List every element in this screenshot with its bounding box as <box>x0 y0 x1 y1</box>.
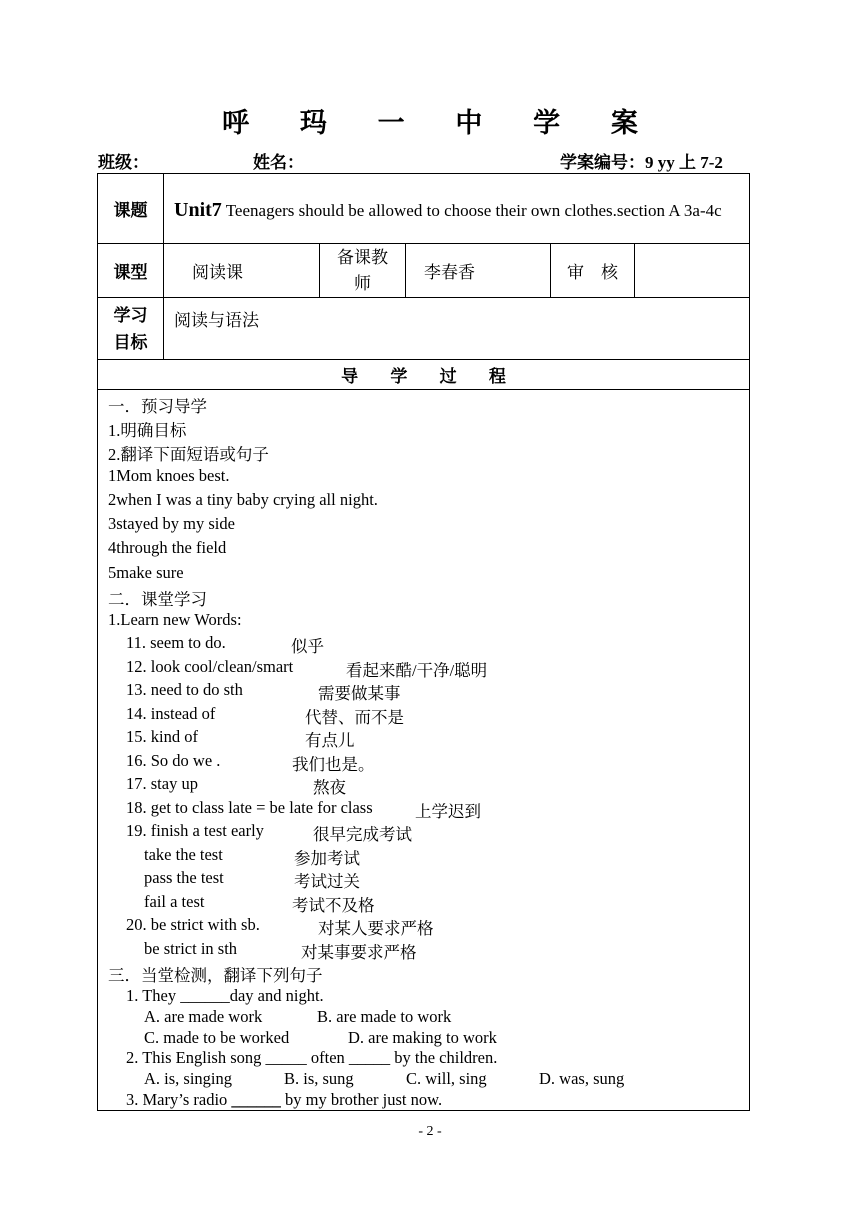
process-heading: 导 学 过 程 <box>98 360 750 390</box>
word-zh: 上学迟到 <box>415 802 481 821</box>
unit-label: Unit7 <box>174 199 222 221</box>
review-value <box>635 244 750 298</box>
phrase-3: 3stayed by my side <box>108 514 235 533</box>
phrase-4: 4through the field <box>108 538 227 557</box>
word-en: take the test <box>144 845 223 864</box>
teacher-value: 李春香 <box>406 244 551 298</box>
lesson-table <box>97 173 750 1111</box>
phrase-1: 1Mom knoes best. <box>108 466 230 485</box>
question-1: 1. They ______day and night. <box>126 986 324 1005</box>
topic-label: 课题 <box>98 174 164 244</box>
q1-option-d: D. are making to work <box>348 1028 497 1047</box>
word-zh: 对某事要求严格 <box>301 943 417 962</box>
type-label: 课型 <box>98 244 164 298</box>
q2-option-b: B. is, sung <box>284 1069 354 1088</box>
word-en: 18. get to class late = be late for class <box>126 798 373 817</box>
section1-title: 一．预习导学 <box>108 397 207 416</box>
word-en: fail a test <box>144 892 205 911</box>
section3-title: 三．当堂检测，翻译下列句子 <box>108 966 323 985</box>
word-zh: 参加考试 <box>294 849 360 868</box>
word-en: pass the test <box>144 868 224 887</box>
word-en: 20. be strict with sb. <box>126 915 260 934</box>
word-zh: 考试不及格 <box>292 896 375 915</box>
phrase-2: 2when I was a tiny baby crying all night. <box>108 490 378 509</box>
class-label: 班级： <box>98 153 149 172</box>
word-zh: 我们也是。 <box>292 755 375 774</box>
review-label: 审 核 <box>551 244 635 298</box>
word-zh: 代替、而不是 <box>305 708 404 727</box>
info-line <box>98 148 748 172</box>
section2-title: 二．课堂学习 <box>108 590 207 609</box>
word-en: 11. seem to do. <box>126 633 226 652</box>
page-title: 呼 玛 一 中 学 案 <box>222 108 660 138</box>
question-2: 2. This English song _____ often _____ by the children. <box>126 1048 498 1067</box>
word-zh: 熬夜 <box>313 778 346 797</box>
word-zh: 对某人要求严格 <box>318 919 434 938</box>
word-zh: 考试过关 <box>294 872 360 891</box>
goal-label: 学习目标 <box>98 298 164 360</box>
word-en: 16. So do we . <box>126 751 221 770</box>
word-en: 19. finish a test early <box>126 821 264 840</box>
word-zh: 似乎 <box>291 637 324 656</box>
code-label: 学案编号：9 yy 上 7-2 <box>560 153 723 172</box>
goal-value: 阅读与语法 <box>164 298 750 360</box>
topic-text: Teenagers should be allowed to choose their own clothes.section A 3a-4c <box>221 201 722 220</box>
q1-option-c: C. made to be worked <box>144 1028 290 1047</box>
word-zh: 有点儿 <box>305 731 355 750</box>
process-content <box>98 390 750 1111</box>
section2-item1: 1.Learn new Words: <box>108 610 242 629</box>
word-zh: 很早完成考试 <box>313 825 412 844</box>
page-number: - 2 - <box>418 1124 442 1139</box>
q1-option-a: A. are made work <box>144 1007 263 1026</box>
q3-text-end: by my brother just now. <box>280 1090 443 1109</box>
word-en: 15. kind of <box>126 727 198 746</box>
q2-option-c: C. will, sing <box>406 1069 487 1088</box>
phrase-5: 5make sure <box>108 563 184 582</box>
type-value: 阅读课 <box>164 244 320 298</box>
section1-item1: 1.明确目标 <box>108 421 187 440</box>
question-3 <box>126 1090 442 1110</box>
teacher-label: 备课教师 <box>320 244 406 298</box>
q2-option-a: A. is, singing <box>144 1069 233 1088</box>
word-en: 12. look cool/clean/smart <box>126 657 294 676</box>
q3-text-start: 3. Mary’s radio <box>126 1090 232 1109</box>
topic-cell <box>164 174 750 244</box>
word-zh: 看起来酷/干净/聪明 <box>346 661 488 680</box>
name-label: 姓名： <box>253 153 304 172</box>
word-en: 13. need to do sth <box>126 680 243 699</box>
word-en: 17. stay up <box>126 774 198 793</box>
word-en: be strict in sth <box>144 939 238 958</box>
section1-item2: 2.翻译下面短语或句子 <box>108 445 269 464</box>
q1-option-b: B. are made to work <box>317 1007 452 1026</box>
word-en: 14. instead of <box>126 704 216 723</box>
word-zh: 需要做某事 <box>318 684 401 703</box>
q2-option-d: D. was, sung <box>539 1069 625 1088</box>
q3-blank: ______ <box>231 1090 281 1109</box>
